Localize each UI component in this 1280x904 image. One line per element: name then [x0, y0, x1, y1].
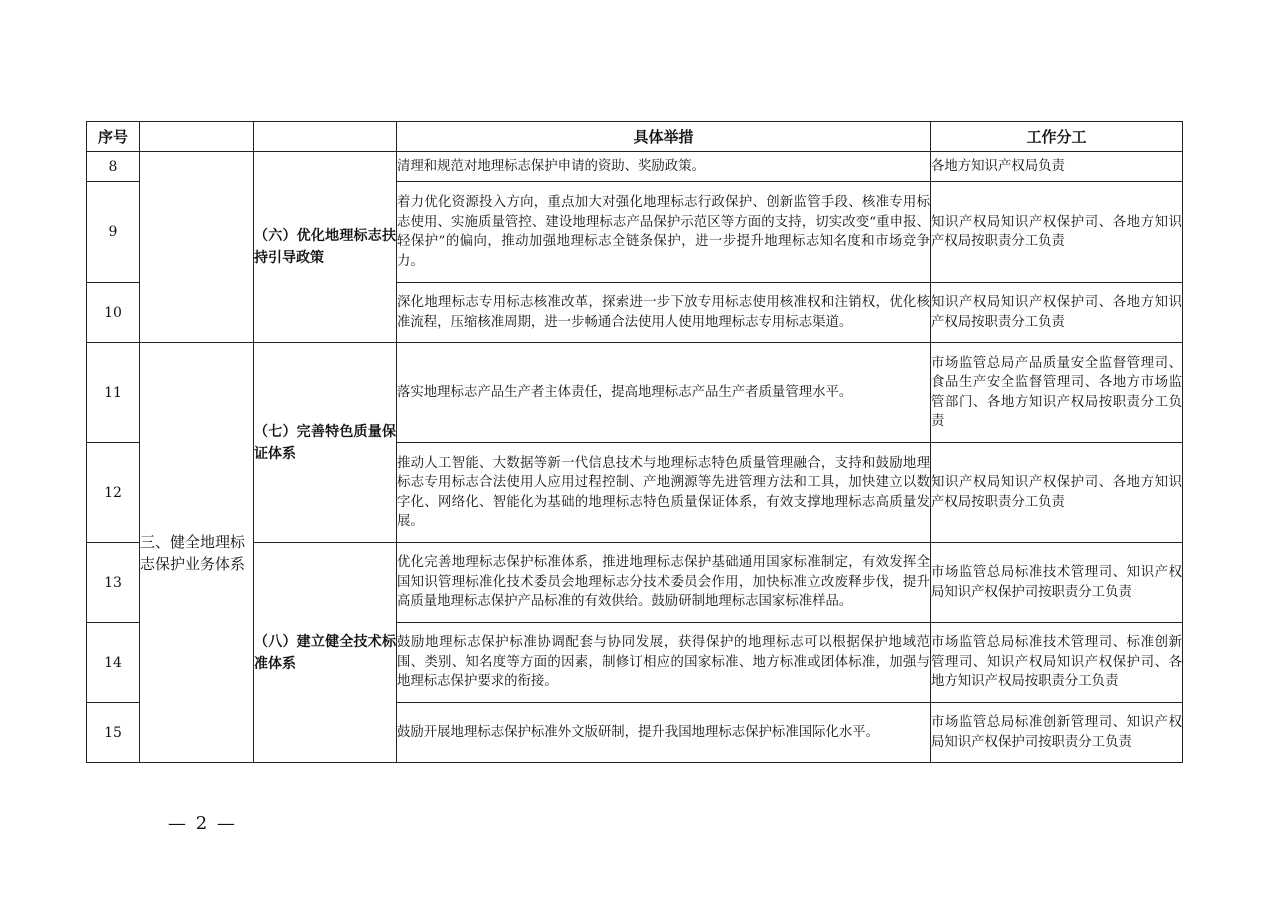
subcategory-6: （六）优化地理标志扶持引导政策: [254, 152, 397, 343]
measures-table: [86, 121, 1183, 763]
row-duty: 各地方知识产权局负责: [931, 152, 1183, 182]
row-measure: 着力优化资源投入方向，重点加大对强化地理标志行政保护、创新监管手段、核准专用标志使用、实施质量管控、建设地理标志产品保护示范区等方面的支持，切实改变“重申报、轻保护”的偏向，推动加强地理标志全链条保护，进一步提升地理标志知名度和市场竞争力。: [397, 182, 931, 283]
row-index: 15: [87, 703, 140, 763]
row-index: 12: [87, 443, 140, 543]
row-duty: 市场监管总局产品质量安全监督管理司、食品生产安全监督管理司、各地方市场监管部门、各地方知识产权局按职责分工负责: [931, 343, 1183, 443]
row-index: 8: [87, 152, 140, 182]
row-measure: 深化地理标志专用标志核准改革，探索进一步下放专用标志使用核准权和注销权，优化核准流程，压缩核准周期，进一步畅通合法使用人使用地理标志专用标志渠道。: [397, 283, 931, 343]
table-header-row: [87, 122, 1183, 152]
row-measure: 清理和规范对地理标志保护申请的资助、奖励政策。: [397, 152, 931, 182]
row-duty: 市场监管总局标准技术管理司、知识产权局知识产权保护司按职责分工负责: [931, 543, 1183, 623]
row-index: 14: [87, 623, 140, 703]
row-measure: 鼓励开展地理标志保护标准外文版研制，提升我国地理标志保护标准国际化水平。: [397, 703, 931, 763]
row-measure: 推动人工智能、大数据等新一代信息技术与地理标志特色质量管理融合，支持和鼓励地理标志专用标志合法使用人应用过程控制、产地溯源等先进管理方法和工具，加快建立以数字化、网络化、智能化为基础的地理标志特色质量保证体系，有效支撑地理标志高质量发展。: [397, 443, 931, 543]
row-measure: 鼓励地理标志保护标准协调配套与协同发展，获得保护的地理标志可以根据保护地域范围、类别、知名度等方面的因素，制修订相应的国家标准、地方标准或团体标准，加强与地理标志保护要求的衔接。: [397, 623, 931, 703]
row-measure: 优化完善地理标志保护标准体系，推进地理标志保护基础通用国家标准制定，有效发挥全国知识管理标准化技术委员会地理标志分技术委员会作用，加快标准立改废释步伐，提升高质量地理标志保护产品标准的有效供给。鼓励研制地理标志国家标准样品。: [397, 543, 931, 623]
row-index: 13: [87, 543, 140, 623]
table-row: [87, 152, 1183, 182]
row-duty: 知识产权局知识产权保护司、各地方知识产权局按职责分工负责: [931, 443, 1183, 543]
header-index: 序号: [87, 122, 140, 152]
row-duty: 市场监管总局标准创新管理司、知识产权局知识产权保护司按职责分工负责: [931, 703, 1183, 763]
category-cell-empty: [140, 152, 254, 343]
subcategory-8: （八）建立健全技术标准体系: [254, 543, 397, 763]
table-row: [87, 343, 1183, 443]
header-category: [140, 122, 254, 152]
row-index: 11: [87, 343, 140, 443]
row-measure: 落实地理标志产品生产者主体责任，提高地理标志产品生产者质量管理水平。: [397, 343, 931, 443]
category-3: 三、健全地理标志保护业务体系: [140, 343, 254, 763]
header-subcategory: [254, 122, 397, 152]
page-number: — 2 —: [168, 813, 237, 834]
header-measure: 具体举措: [397, 122, 931, 152]
row-duty: 市场监管总局标准技术管理司、标准创新管理司、知识产权局知识产权保护司、各地方知识产权局按职责分工负责: [931, 623, 1183, 703]
row-index: 9: [87, 182, 140, 283]
row-duty: 知识产权局知识产权保护司、各地方知识产权局按职责分工负责: [931, 182, 1183, 283]
subcategory-7: （七）完善特色质量保证体系: [254, 343, 397, 543]
row-index: 10: [87, 283, 140, 343]
header-duty: 工作分工: [931, 122, 1183, 152]
row-duty: 知识产权局知识产权保护司、各地方知识产权局按职责分工负责: [931, 283, 1183, 343]
